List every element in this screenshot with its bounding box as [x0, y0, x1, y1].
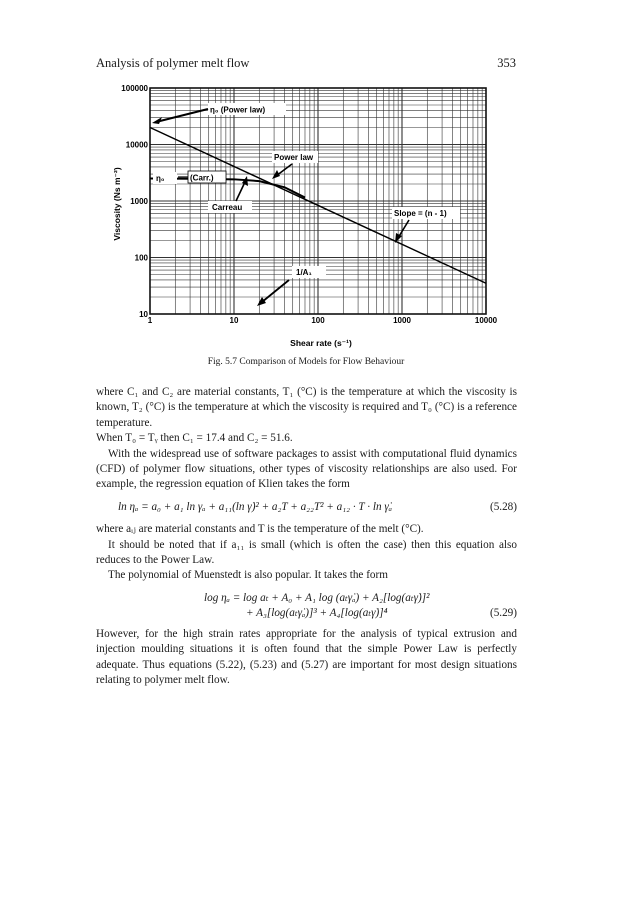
- equation-number: (5.29): [489, 607, 517, 620]
- equation-line-2: [96, 606, 517, 621]
- x-tick-label: 1: [147, 316, 153, 325]
- svg-text:Power law: Power law: [274, 153, 314, 162]
- viscosity-chart: [96, 84, 516, 356]
- chart-grid: [150, 88, 486, 314]
- equation-formula: ln ηₐ = a₀ + a₁ ln γₐ + a₁₁(ln γ̇)² + a₂T + a₂₂T² + a₁₂ · T · ln γ̇ₐ: [118, 500, 393, 513]
- equation-number: (5.28): [489, 500, 517, 513]
- y-tick-label: 100000: [121, 84, 148, 93]
- paragraph: With the widespread use of software packages to assist with computational fluid dynamics (CFD) of polymer flow situations, other types of viscosity relationships are also used. For example, the regression equation of Klien takes the form: [96, 447, 517, 491]
- annotation-power-law-eta0: [152, 103, 286, 124]
- svg-text:Carreau: Carreau: [212, 203, 243, 212]
- svg-text:(Carr.): (Carr.): [190, 173, 214, 183]
- x-tick-label: 10: [229, 316, 239, 325]
- body-text: [96, 385, 517, 688]
- y-tick-labels: [121, 84, 148, 319]
- paragraph: where aᵢⱼ are material constants and T is the temperature of the melt (°C).: [96, 523, 424, 536]
- x-tick-labels: [148, 316, 498, 325]
- equation-5-29: [96, 591, 517, 622]
- equation-5-28: [96, 500, 517, 515]
- y-tick-label: 10000: [125, 140, 148, 150]
- equation-formula: + A₃[log(aₜγ̇ₐ)]³ + A₄[log(aₜγ̇)]⁴: [246, 607, 388, 620]
- paragraph: The polynomial of Muenstedt is also popular. It takes the form: [108, 569, 388, 582]
- x-tick-label: 100: [311, 316, 325, 325]
- svg-text:Slope = (n - 1): Slope = (n - 1): [394, 209, 447, 218]
- svg-text:η₀: η₀: [156, 174, 165, 183]
- annotation-1-over-a1: [257, 266, 326, 306]
- annotation-carreau-eta0: [153, 171, 226, 184]
- x-axis-label: Shear rate (s⁻¹): [290, 338, 352, 348]
- paragraph: However, for the high strain rates appropriate for the analysis of typical extrusion and injection moulding situations it is often found that the simple Power Law is perfectly adequate. Thus equations (5.22), (5.23) and (5.27) are important for most design situations relating to polymer melt flow.: [96, 627, 517, 686]
- figure-caption: Fig. 5.7 Comparison of Models for Flow Behaviour: [207, 357, 405, 367]
- paragraph: When T₀ = Tᵧ then C₁ = 17.4 and C₂ = 51.6.: [96, 432, 293, 445]
- paragraph: where C₁ and C₂ are material constants, T₁ (°C) is the temperature at which the viscosity is known, T₂ (°C) is the temperature at which the viscosity is required and T₀ (°C) is a reference temperature.: [96, 386, 517, 429]
- equation-line-1: log ηₐ = log aₜ + A₀ + A₁ log (aₜγ̇ₐ) + A₂[log(aₜγ̇)]²: [204, 591, 430, 604]
- paragraph: It should be noted that if a₁₁ is small (which is often the case) then this equation also reduces to the Power Law.: [96, 538, 517, 567]
- running-title: Analysis of polymer melt flow: [96, 56, 250, 70]
- y-tick-label: 1000: [130, 197, 148, 206]
- annotation-power-law: [272, 151, 318, 179]
- x-tick-label: 10000: [474, 316, 498, 325]
- y-axis-label: Viscosity (Ns m⁻²): [112, 167, 122, 241]
- svg-text:1/A₁: 1/A₁: [296, 268, 312, 277]
- svg-text:η₀ (Power law): η₀ (Power law): [210, 105, 266, 115]
- x-tick-label: 1000: [393, 316, 411, 325]
- page-number: 353: [497, 56, 516, 70]
- y-tick-label: 10: [139, 310, 148, 319]
- y-tick-label: 100: [134, 253, 148, 263]
